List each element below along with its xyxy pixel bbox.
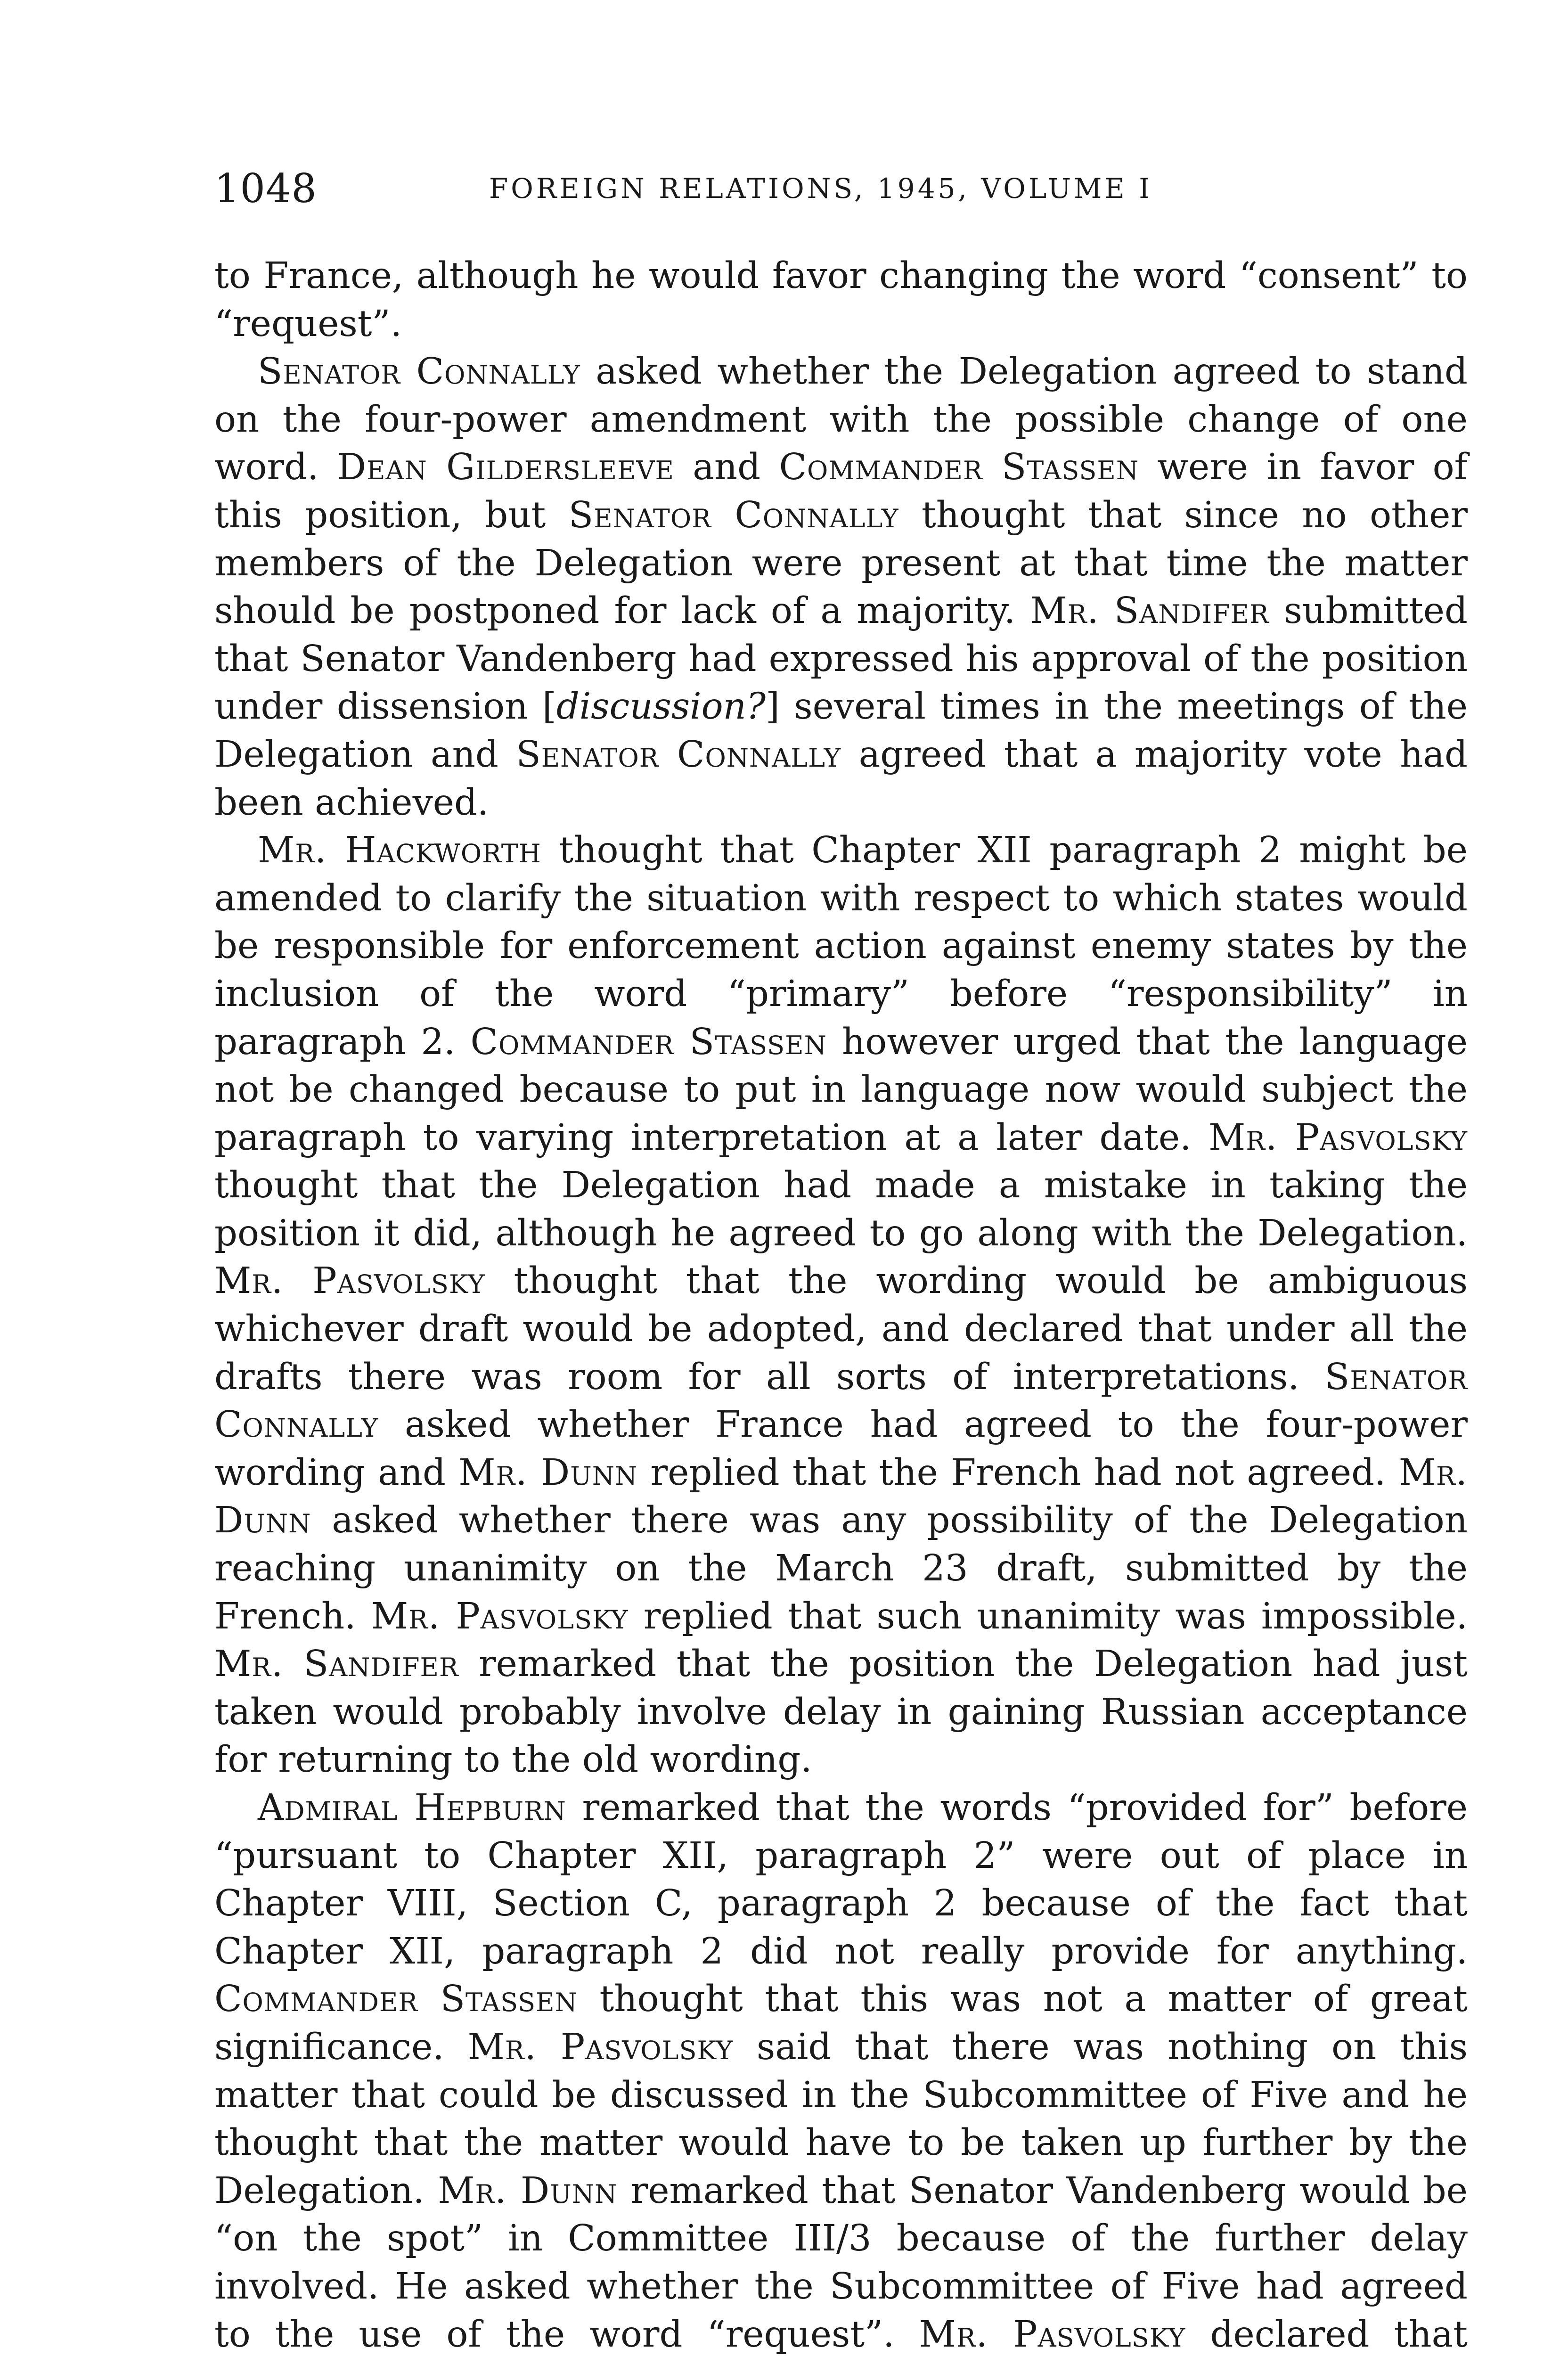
paragraph — [214, 348, 1468, 826]
text-run: declared that — [1210, 2313, 1468, 2356]
body-text — [214, 252, 1468, 2356]
speaker-name: Mr. Sandifer — [214, 1643, 459, 1685]
text-run: thought that the Delegation had made a mistake in taking the position it did, although he agreed to go along with the Delegation. — [214, 1164, 1468, 1254]
speaker-name: Senator Connally — [516, 733, 841, 776]
speaker-name: Mr. Sandifer — [1030, 590, 1269, 632]
text-run: ] several times in the meetings of the Delegation and — [214, 686, 1468, 776]
text-run: however urged that the language not be changed because to put in language now would subject the paragraph to varying interpretation at a later date. — [214, 1021, 1468, 1159]
text-run: and — [674, 446, 779, 489]
text-run: asked whether the Delegation agreed to stand on the four-power amendment with the possible change of one word. — [214, 351, 1468, 489]
paragraph — [214, 1784, 1468, 2356]
text-run: were in favor of this position, but — [214, 446, 1468, 536]
speaker-name: Mr. Dunn — [458, 1451, 638, 1494]
text-run: thought that this was not a matter of great significance. — [214, 1978, 1468, 2068]
speaker-name: Admiral Hepburn — [258, 1787, 566, 1829]
text-run: replied that such unanimity was impossible. — [628, 1595, 1468, 1637]
speaker-name: Commander Stassen — [779, 446, 1139, 489]
paragraph — [214, 826, 1468, 1784]
text-run: replied that the French had not agreed. — [637, 1451, 1399, 1494]
text-run: thought that Chapter XII paragraph 2 might be amended to clarify the situation with respect to which states would be responsible for enforcement action against enemy states by the inclusion of the word “primary” before “responsibility” in paragraph 2. — [214, 829, 1468, 1063]
speaker-name: Mr. Pasvolsky — [371, 1595, 629, 1637]
speaker-name: Mr. Dunn — [214, 1451, 1468, 1542]
speaker-name: Mr. Pasvolsky — [919, 2313, 1186, 2356]
speaker-name: Senator Connally — [568, 494, 899, 536]
text-run: remarked that Senator Vandenberg would be “on the spot” in Committee III/3 because of the further delay involved. He asked whether the Subcommittee of Five had agreed to the use of the word “request”. — [214, 2169, 1468, 2356]
page-number: 1048 — [214, 165, 317, 212]
text-run: submitted that Senator Vandenberg had expressed his approval of the position under dissension [ — [214, 590, 1468, 728]
speaker-name: Mr. Hackworth — [258, 829, 541, 872]
speaker-name: Commander Stassen — [214, 1978, 578, 2021]
speaker-name: Senator Connally — [258, 351, 580, 393]
text-run: thought that the wording would be ambiguous whichever draft would be adopted, and declared that under all the drafts there was room for all sorts of interpretations. — [214, 1260, 1468, 1398]
speaker-name: Dean Gildersleeve — [337, 446, 674, 489]
text-run: to France, although he would favor changing the word “consent” to “request”. — [214, 255, 1468, 345]
speaker-name: Mr. Pasvolsky — [1208, 1116, 1468, 1159]
speaker-name: Senator Connally — [214, 1356, 1468, 1446]
running-head: FOREIGN RELATIONS, 1945, VOLUME I — [489, 172, 1153, 205]
speaker-name: Mr. Pasvolsky — [214, 1260, 485, 1302]
text-run: remarked that the position the Delegation had just taken would probably involve delay in gaining Russian acceptance for returning to the old wording. — [214, 1643, 1468, 1781]
page-header — [214, 163, 1468, 214]
speaker-name: Commander Stassen — [470, 1021, 827, 1063]
text-run: remarked that the words “provided for” before “pursuant to Chapter XII, paragraph 2” were out of place in Chapter VIII, Section C, paragraph 2 because of the fact that Chapter XII, paragraph 2 did not really provide for anything. — [214, 1787, 1468, 1972]
text-run: agreed that a majority vote had been achieved. — [214, 733, 1468, 824]
speaker-name: Mr. Dunn — [438, 2169, 618, 2212]
text-run: said that there was nothing on this matter that could be discussed in the Subcommittee of Five and he thought that the matter would have to be taken up further by the Delegation. — [214, 2026, 1468, 2212]
paragraph-continued — [214, 252, 1468, 348]
text-run: asked whether there was any possibility of the Delegation reaching unanimity on the March 23 draft, submitted by the French. — [214, 1499, 1468, 1637]
editorial-insertion: discussion? — [556, 686, 766, 728]
speaker-name: Mr. Pasvolsky — [467, 2026, 734, 2068]
text-run: thought that since no other members of the Delegation were present at that time the matter should be postponed for lack of a majority. — [214, 494, 1468, 632]
text-run: asked whether France had agreed to the four-power wording and — [214, 1404, 1468, 1494]
